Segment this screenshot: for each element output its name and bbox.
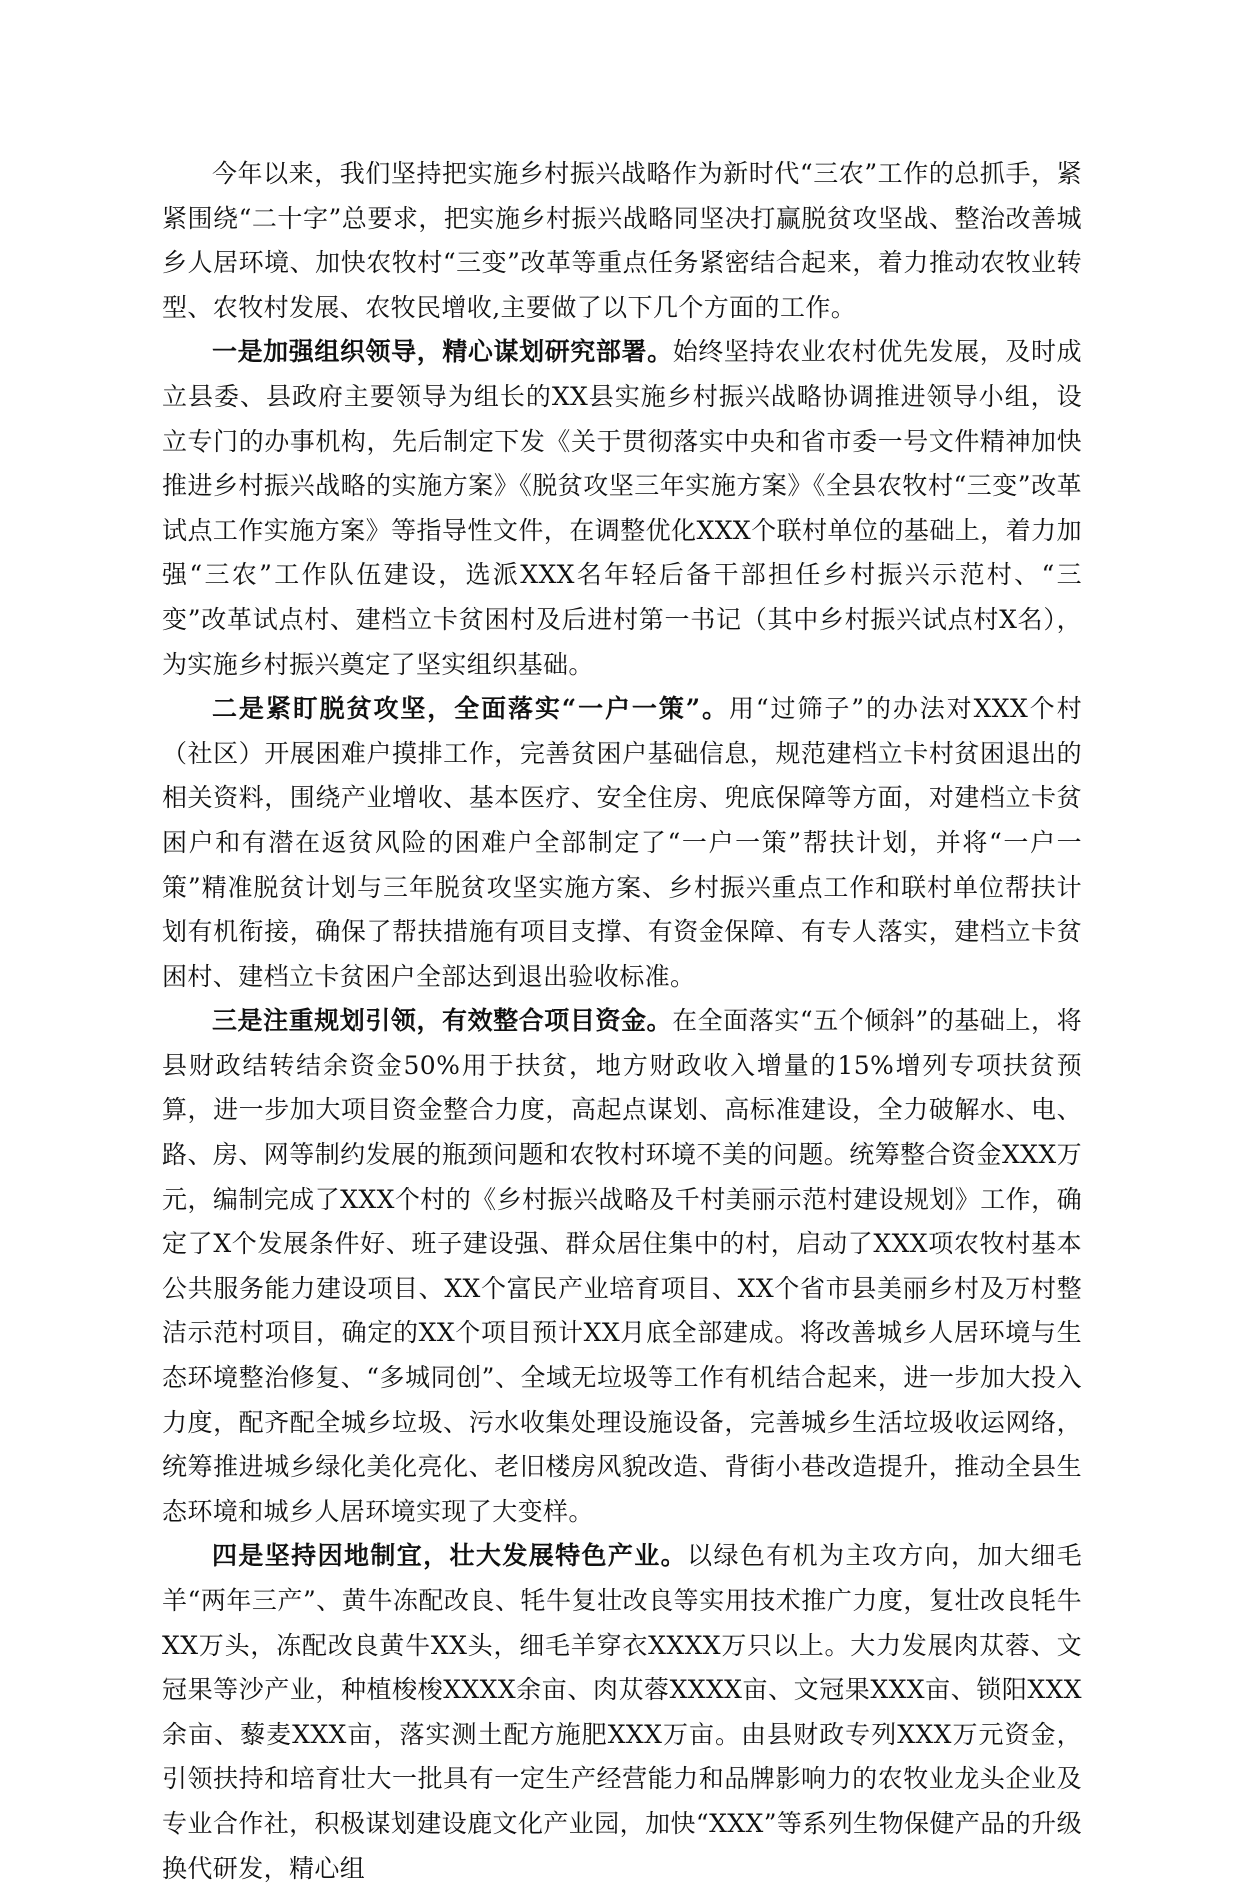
section-text-1: 始终坚持农业农村优先发展，及时成立县委、县政府主要领导为组长的XX县实施乡村振兴战略协调推进领导小组，设立专门的办事机构，先后制定下发《关于贯彻落实中央和省市委一号文件精神加快推进乡村振兴战略的实施方案》《脱贫攻坚三年实施方案》《全县农牧村“三变”改革试点工作实施方案》等指导性文件，在调整优化XXX个联村单位的基础上，着力加强“三农”工作队伍建设，选派XXX名年轻后备干部担任乡村振兴示范村、“三变”改革试点村、建档立卡贫困村及后进村第一书记（其中乡村振兴试点村X名），为实施乡村振兴奠定了坚实组织基础。 — [162, 337, 1082, 679]
section-paragraph-1 — [162, 330, 1082, 687]
section-text-2: 用“过筛子”的办法对XXX个村（社区）开展困难户摸排工作，完善贫困户基础信息，规范建档立卡村贫困退出的相关资料，围绕产业增收、基本医疗、安全住房、兜底保障等方面，对建档立卡贫困户和有潜在返贫风险的困难户全部制定了“一户一策”帮扶计划，并将“一户一策”精准脱贫计划与三年脱贫攻坚实施方案、乡村振兴重点工作和联村单位帮扶计划有机衔接，确保了帮扶措施有项目支撑、有资金保障、有专人落实，建档立卡贫困村、建档立卡贫困户全部达到退出验收标准。 — [162, 694, 1082, 991]
section-paragraph-4 — [162, 1534, 1082, 1891]
section-paragraph-3 — [162, 999, 1082, 1534]
section-heading-2: 二是紧盯脱贫攻坚，全面落实“一户一策”。 — [212, 694, 729, 724]
section-heading-3: 三是注重规划引领，有效整合项目资金。 — [212, 1006, 673, 1036]
intro-paragraph — [162, 152, 1082, 330]
intro-text: 今年以来，我们坚持把实施乡村振兴战略作为新时代“三农”工作的总抓手，紧紧围绕“二十字”总要求，把实施乡村振兴战略同坚决打赢脱贫攻坚战、整治改善城乡人居环境、加快农牧村“三变”改革等重点任务紧密结合起来，着力推动农牧业转型、农牧村发展、农牧民增收,主要做了以下几个方面的工作。 — [162, 159, 1082, 322]
section-paragraph-2 — [162, 687, 1082, 999]
document-body — [162, 152, 1082, 1891]
section-heading-4: 四是坚持因地制宜，壮大发展特色产业。 — [212, 1541, 688, 1571]
section-text-4: 以绿色有机为主攻方向，加大细毛羊“两年三产”、黄牛冻配改良、牦牛复壮改良等实用技术推广力度，复壮改良牦牛XX万头，冻配改良黄牛XX头，细毛羊穿衣XXXX万只以上。大力发展肉苁蓉、文冠果等沙产业，种植梭梭XXXX余亩、肉苁蓉XXXX亩、文冠果XXX亩、锁阳XXX余亩、藜麦XXX亩，落实测土配方施肥XXX万亩。由县财政专列XXX万元资金，引领扶持和培育壮大一批具有一定生产经营能力和品牌影响力的农牧业龙头企业及专业合作社，积极谋划建设鹿文化产业园，加快“XXX”等系列生物保健产品的升级换代研发，精心组 — [162, 1541, 1082, 1883]
section-text-3: 在全面落实“五个倾斜”的基础上，将县财政结转结余资金50%用于扶贫，地方财政收入增量的15%增列专项扶贫预算，进一步加大项目资金整合力度，高起点谋划、高标准建设，全力破解水、电、路、房、网等制约发展的瓶颈问题和农牧村环境不美的问题。统筹整合资金XXX万元，编制完成了XXX个村的《乡村振兴战略及千村美丽示范村建设规划》工作，确定了X个发展条件好、班子建设强、群众居住集中的村，启动了XXX项农牧村基本公共服务能力建设项目、XX个富民产业培育项目、XX个省市县美丽乡村及万村整洁示范村项目，确定的XX个项目预计XX月底全部建成。将改善城乡人居环境与生态环境整治修复、“多城同创”、全域无垃圾等工作有机结合起来，进一步加大投入力度，配齐配全城乡垃圾、污水收集处理设施设备，完善城乡生活垃圾收运网络，统筹推进城乡绿化美化亮化、老旧楼房风貌改造、背街小巷改造提升，推动全县生态环境和城乡人居环境实现了大变样。 — [162, 1006, 1082, 1526]
section-heading-1: 一是加强组织领导，精心谋划研究部署。 — [212, 337, 673, 367]
